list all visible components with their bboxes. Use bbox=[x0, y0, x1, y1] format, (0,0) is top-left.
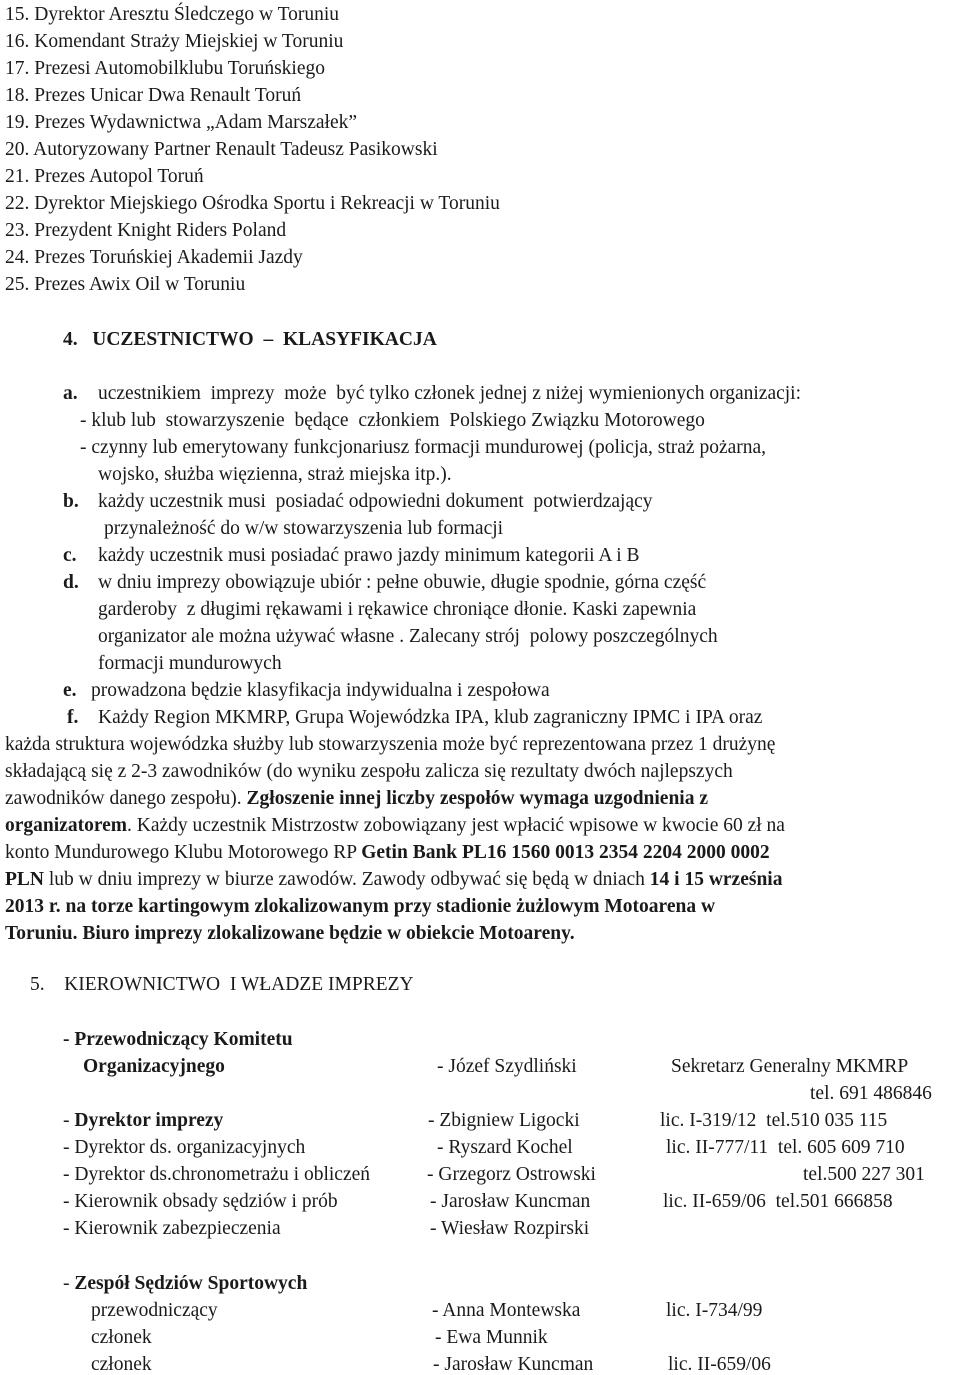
official-role: - Dyrektor ds. organizacyjnych bbox=[63, 1137, 306, 1158]
item-d-line: garderoby z długimi rękawami i rękawice chroniące dłonie. Kaski zapewnia bbox=[98, 599, 697, 620]
list-item: 20. Autoryzowany Partner Renault Tadeusz Pasikowski bbox=[5, 139, 438, 160]
official-info: tel.500 227 301 bbox=[803, 1164, 925, 1185]
committee-person: - Józef Szydliński bbox=[437, 1056, 577, 1077]
committee-label: Organizacyjnego bbox=[83, 1056, 225, 1077]
item-f-line bbox=[5, 843, 770, 863]
judge-role: przewodniczący bbox=[91, 1300, 218, 1321]
item-f-bold-text: PLN bbox=[5, 869, 44, 890]
item-c-line: każdy uczestnik musi posiadać prawo jazdy minimum kategorii A i B bbox=[98, 545, 640, 566]
official-dash: - bbox=[63, 1110, 75, 1131]
list-item: 23. Prezydent Knight Riders Poland bbox=[5, 220, 287, 241]
item-f-line bbox=[5, 789, 708, 809]
event-dates: 14 i 15 września bbox=[649, 869, 783, 890]
item-marker-e: e. bbox=[63, 680, 77, 701]
item-f-text: konto Mundurowego Klubu Motorowego RP bbox=[5, 842, 362, 863]
item-marker-f: f. bbox=[67, 707, 79, 728]
official-person: - Zbigniew Ligocki bbox=[428, 1110, 580, 1131]
list-item: 17. Prezesi Automobilklubu Toruńskiego bbox=[5, 58, 326, 79]
judge-person: - Jarosław Kuncman bbox=[433, 1354, 594, 1375]
judges-dash: - bbox=[63, 1273, 75, 1294]
list-item: 15. Dyrektor Aresztu Śledczego w Toruniu bbox=[5, 4, 340, 25]
item-f-bold-text: Zgłoszenie innej liczby zespołów wymaga uzgodnienia z bbox=[246, 788, 709, 809]
judge-person: - Ewa Munnik bbox=[435, 1327, 548, 1348]
judge-role: członek bbox=[91, 1354, 152, 1375]
item-d-line: organizator ale można używać własne . Zalecany strój polowy poszczególnych bbox=[98, 626, 718, 647]
list-item: 21. Prezes Autopol Toruń bbox=[5, 166, 204, 187]
list-item: 24. Prezes Toruńskiej Akademii Jazdy bbox=[5, 247, 303, 268]
list-item: 19. Prezes Wydawnictwa „Adam Marszałek” bbox=[5, 112, 358, 133]
item-f-line: Toruniu. Biuro imprezy zlokalizowane będzie w obiekcie Motoareny. bbox=[5, 923, 575, 944]
official-person: - Grzegorz Ostrowski bbox=[427, 1164, 596, 1185]
official-role: - Kierownik zabezpieczenia bbox=[63, 1218, 281, 1239]
list-item: 25. Prezes Awix Oil w Toruniu bbox=[5, 274, 246, 295]
item-marker-c: c. bbox=[63, 545, 77, 566]
item-marker-b: b. bbox=[63, 491, 79, 512]
official-info: lic. II-659/06 tel.501 666858 bbox=[663, 1191, 893, 1212]
item-f-text: lub w dniu imprezy w biurze zawodów. Zawody odbywać się będą w dniach bbox=[44, 869, 650, 890]
list-item: 16. Komendant Straży Miejskiej w Toruniu bbox=[5, 31, 344, 52]
item-b-line: przynależność do w/w stowarzyszenia lub formacji bbox=[104, 518, 504, 539]
judge-license: lic. I-734/99 bbox=[666, 1300, 763, 1321]
official-info: lic. I-319/12 tel.510 035 115 bbox=[660, 1110, 888, 1131]
judges-heading-label: Zespół Sędziów Sportowych bbox=[74, 1273, 308, 1294]
item-f-line: składającą się z 2-3 zawodników (do wyniku zespołu zalicza się rezultaty dwóch najlepszych bbox=[5, 761, 733, 782]
official-person: - Jarosław Kuncman bbox=[430, 1191, 591, 1212]
item-f-text: zawodników danego zespołu). bbox=[5, 788, 247, 809]
committee-role: Sekretarz Generalny MKMRP bbox=[671, 1056, 909, 1077]
judge-person: - Anna Montewska bbox=[432, 1300, 581, 1321]
official-role-label: Dyrektor imprezy bbox=[74, 1110, 224, 1131]
section-4-heading: 4. UCZESTNICTWO – KLASYFIKACJA bbox=[63, 329, 437, 350]
bank-account: Getin Bank PL16 1560 0013 2354 2204 2000 0002 bbox=[361, 842, 770, 863]
official-role: - Dyrektor ds.chronometrażu i obliczeń bbox=[63, 1164, 371, 1185]
official-role bbox=[63, 1111, 223, 1131]
judges-heading bbox=[63, 1274, 307, 1294]
committee-label: - Przewodniczący Komitetu bbox=[63, 1029, 293, 1050]
item-f-line bbox=[5, 816, 785, 836]
item-f-line: 2013 r. na torze kartingowym zlokalizowanym przy stadionie żużlowym Motoarena w bbox=[5, 896, 716, 917]
list-item: 22. Dyrektor Miejskiego Ośrodka Sportu i Rekreacji w Toruniu bbox=[5, 193, 500, 214]
official-role: - Kierownik obsady sędziów i prób bbox=[63, 1191, 338, 1212]
list-item: 18. Prezes Unicar Dwa Renault Toruń bbox=[5, 85, 302, 106]
item-a-line: uczestnikiem imprezy może być tylko członek jednej z niżej wymienionych organizacji: bbox=[98, 383, 802, 404]
item-a-line: - klub lub stowarzyszenie będące członkiem Polskiego Związku Motorowego bbox=[80, 410, 705, 431]
item-marker-d: d. bbox=[63, 572, 79, 593]
item-a-line: - czynny lub emerytowany funkcjonariusz formacji mundurowej (policja, straż pożarna, bbox=[80, 437, 767, 458]
item-d-line: formacji mundurowych bbox=[98, 653, 282, 674]
item-d-line: w dniu imprezy obowiązuje ubiór : pełne obuwie, długie spodnie, górna część bbox=[98, 572, 707, 593]
item-f-text: . Każdy uczestnik Mistrzostw zobowiązany jest wpłacić wpisowe w kwocie 60 zł na bbox=[127, 815, 785, 836]
committee-phone: tel. 691 486846 bbox=[810, 1083, 932, 1104]
item-b-line: każdy uczestnik musi posiadać odpowiedni dokument potwierdzający bbox=[98, 491, 653, 512]
section-5-heading: 5. KIEROWNICTWO I WŁADZE IMPREZY bbox=[30, 974, 414, 995]
item-f-line: każda struktura wojewódzka służby lub stowarzyszenia może być reprezentowana przez 1 drużynę bbox=[5, 734, 776, 755]
official-person: - Ryszard Kochel bbox=[437, 1137, 573, 1158]
item-e-line: prowadzona będzie klasyfikacja indywidualna i zespołowa bbox=[91, 680, 550, 701]
official-info: lic. II-777/11 tel. 605 609 710 bbox=[666, 1137, 905, 1158]
official-person: - Wiesław Rozpirski bbox=[430, 1218, 590, 1239]
item-f-bold-text: organizatorem bbox=[5, 815, 128, 836]
item-f-line: Każdy Region MKMRP, Grupa Wojewódzka IPA, klub zagraniczny IPMC i IPA oraz bbox=[98, 707, 763, 728]
item-a-line: wojsko, służba więzienna, straż miejska itp.). bbox=[98, 464, 452, 485]
item-marker-a: a. bbox=[63, 383, 78, 404]
item-f-line bbox=[5, 870, 782, 890]
judge-license: lic. II-659/06 bbox=[668, 1354, 771, 1375]
judge-role: członek bbox=[91, 1327, 152, 1348]
